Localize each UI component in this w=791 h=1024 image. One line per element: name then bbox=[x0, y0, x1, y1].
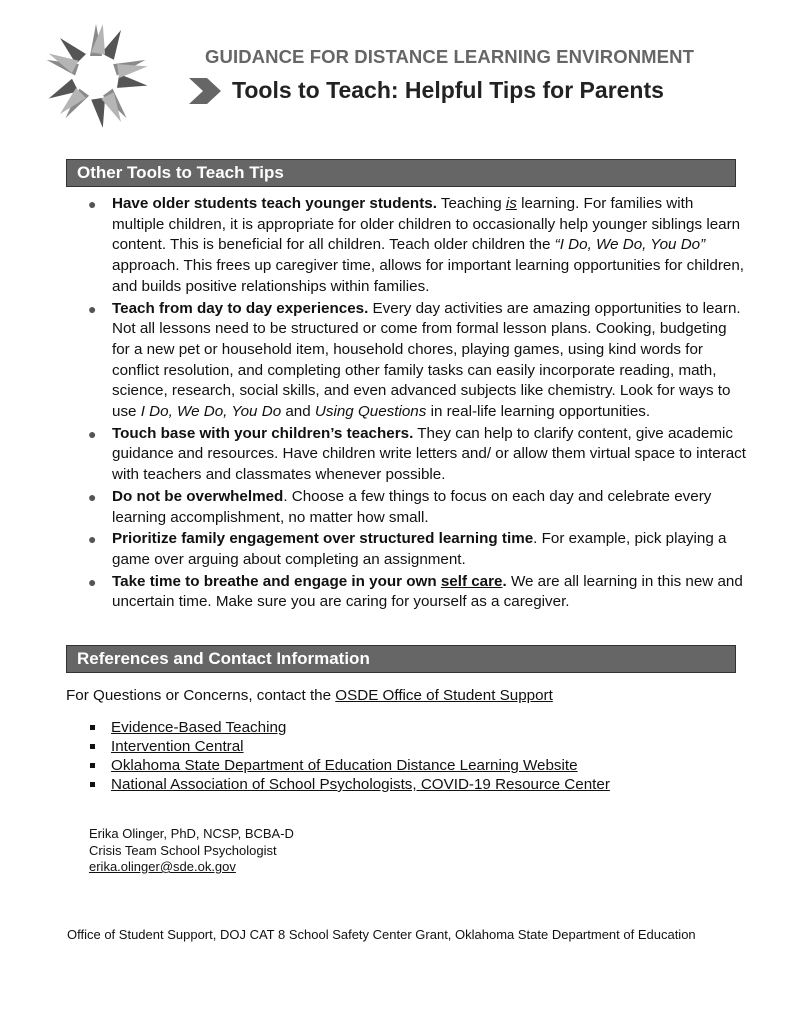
evidence-based-teaching-link[interactable]: Evidence-Based Teaching bbox=[111, 719, 287, 736]
list-item bbox=[88, 756, 610, 775]
list-item bbox=[88, 775, 610, 794]
list-item: ● Do not be overwhelmed. Choose a few things to focus on each day and celebrate every learning accomplishment, no matter how small. bbox=[88, 487, 712, 526]
osde-student-support-link[interactable]: OSDE Office of Student Support bbox=[335, 687, 553, 704]
reference-links bbox=[88, 718, 610, 794]
bullet-icon: ● bbox=[88, 300, 97, 317]
chevron-right-icon bbox=[187, 76, 223, 106]
list-item: ● Teach from day to day experiences. Every day activities are amazing opportunities to learn. Not all lessons need to be structured or come from formal lesson plans. Cooking, budgeting for a new pet or household item, household chores, playing games, using kind words for conflict resolution, and completing other family tasks can easily incorporate reading, math, science, research, social skills, and even advanced subjects like chemistry. Look for ways to use I Do, We Do, You Do and Using Questions in real-life learning opportunities. bbox=[88, 299, 741, 421]
signature-block bbox=[89, 826, 294, 876]
tips-section-heading: Other Tools to Teach Tips bbox=[66, 159, 736, 187]
bullet-icon: ● bbox=[88, 573, 97, 590]
osde-star-logo-icon bbox=[40, 20, 152, 130]
list-item bbox=[88, 737, 610, 756]
list-item: ● Touch base with your children’s teachers. They can help to clarify content, give academic guidance and resources. Have children write letters and/ or allow them virtual space to interact with teachers and classmates whenever possible. bbox=[88, 424, 746, 484]
signature-name: Erika Olinger, PhD, NCSP, BCBA-D bbox=[89, 826, 294, 841]
list-item bbox=[88, 718, 610, 737]
footer-text: Office of Student Support, DOJ CAT 8 School Safety Center Grant, Oklahoma State Department of Education bbox=[67, 927, 696, 942]
contact-line: For Questions or Concerns, contact the OSDE Office of Student Support bbox=[66, 687, 553, 704]
signature-email-link[interactable]: erika.olinger@sde.ok.gov bbox=[89, 859, 236, 874]
list-item: ● Prioritize family engagement over structured learning time. For example, pick playing a game over arguing about completing an assignment. bbox=[88, 530, 727, 568]
osde-distance-learning-link[interactable]: Oklahoma State Department of Education Distance Learning Website bbox=[111, 757, 578, 774]
bullet-icon: ● bbox=[88, 196, 97, 212]
bullet-icon: ● bbox=[88, 488, 97, 505]
list-item: ● Take time to breathe and engage in your own self care. We are all learning in this new and uncertain time. Make sure you are caring for yourself as a caregiver. bbox=[88, 572, 743, 611]
intervention-central-link[interactable]: Intervention Central bbox=[111, 738, 244, 755]
document-subtitle: GUIDANCE FOR DISTANCE LEARNING ENVIRONMENT bbox=[205, 46, 694, 67]
square-bullet-icon bbox=[90, 782, 95, 787]
list-item: ● Have older students teach younger students. Teaching is learning. For families with multiple children, it is appropriate for older children to occasionally help younger siblings learn content. This is beneficial for all children. Teach older children the “I Do, We Do, You Do” approach. This frees up caregiver time, allows for important learning opportunities for children, and builds positive relationships within families. bbox=[88, 195, 745, 295]
square-bullet-icon bbox=[90, 725, 95, 730]
square-bullet-icon bbox=[90, 744, 95, 749]
bullet-icon: ● bbox=[88, 531, 97, 548]
bullet-icon: ● bbox=[88, 425, 97, 442]
signature-role: Crisis Team School Psychologist bbox=[89, 842, 277, 858]
references-section-heading: References and Contact Information bbox=[66, 645, 736, 673]
page-title: Tools to Teach: Helpful Tips for Parents bbox=[232, 77, 664, 103]
square-bullet-icon bbox=[90, 763, 95, 768]
tips-list bbox=[88, 194, 748, 614]
nasp-covid-resource-link[interactable]: National Association of School Psychologists, COVID-19 Resource Center bbox=[111, 776, 610, 793]
